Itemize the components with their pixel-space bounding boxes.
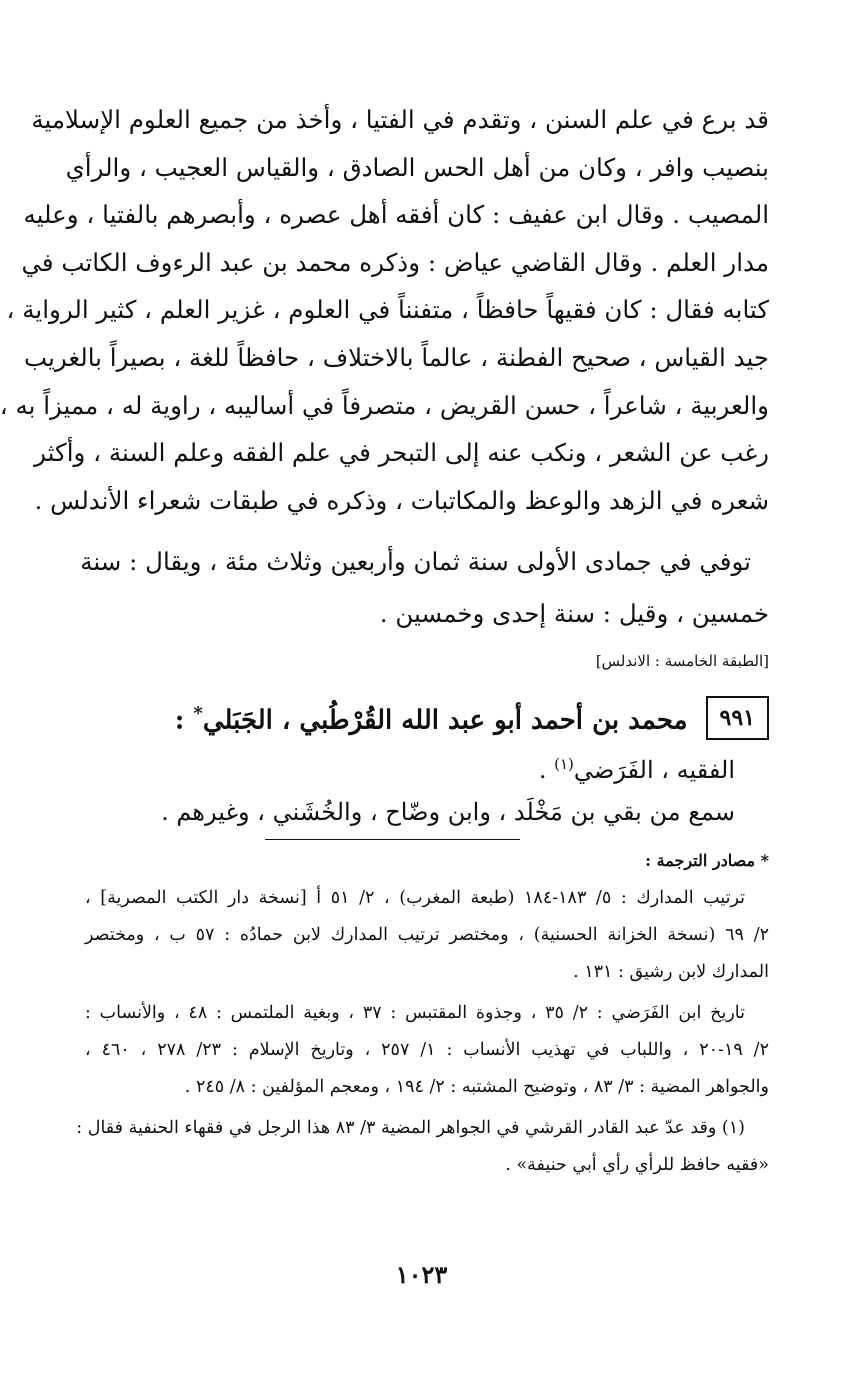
body-line: كتابه فقال : كان فقيهاً حافظاً ، متفنناً في العلوم ، غزير العلم ، كثير الرواية ، xyxy=(6,295,769,325)
body-line: قد برع في علم السنن ، وتقدم في الفتيا ، وأخذ من جميع العلوم الإسلامية xyxy=(31,105,769,134)
entry-heading xyxy=(85,692,769,743)
book-page xyxy=(0,96,769,1184)
entry-title xyxy=(175,692,688,743)
entry-description xyxy=(85,743,769,791)
entry-description-end: . xyxy=(538,756,547,784)
source-line: تاريخ ابن الفَرَضي : ٢/ ٣٥ ، وجذوة المقتبس : ٣٧ ، وبغية الملتمس : ٤٨ ، والأنساب : xyxy=(85,1003,746,1023)
biography-body xyxy=(0,96,769,524)
source-line: المدارك لابن رشيق : ١٣١ . xyxy=(573,962,769,982)
page-number: ١٠٢٣ xyxy=(395,1260,448,1289)
footnote-separator xyxy=(265,839,520,840)
footnote-ref: (١) xyxy=(554,755,574,773)
body-line: شعره في الزهد والوعظ والمكاتبات ، وذكره في طبقات شعراء الأندلس . xyxy=(34,485,769,515)
footnote-separator-wrap xyxy=(265,839,769,840)
body-line: جيد القياس ، صحيح الفطنة ، عالماً بالاختلاف ، حافظاً للغة ، بصيراً بالغريب xyxy=(24,342,769,372)
source-marker: * xyxy=(193,703,203,725)
footnote-line: «فقيه حافظ للرأي رأي أبي حنيفة» . xyxy=(505,1155,769,1175)
footnote-line: (١) وقد عدّ عبد القادر القرشي في الجواهر المضية ٣/ ٨٣ هذا الرجل في فقهاء الحنفية فقال : xyxy=(76,1118,745,1138)
source-line: ترتيب المدارك : ٥/ ١٨٣-١٨٤ (طبعة المغرب) ، ٢/ ٥١ أ [نسخة دار الكتب المصرية] ، xyxy=(85,888,746,908)
source-line: والجواهر المضية : ٣/ ٨٣ ، وتوضيح المشتبه : ٢/ ١٩٤ ، ومعجم المؤلفين : ٨/ ٢٤٥ . xyxy=(184,1077,769,1097)
footnote xyxy=(76,1110,769,1184)
death-line: توفي في جمادى الأولى سنة ثمان وأربعين وثلاث مئة ، ويقال : سنة xyxy=(80,547,751,577)
body-line: رغب عن الشعر ، ونكب عنه إلى التبحر في علم الفقه وعلم السنة ، وأكثر xyxy=(34,438,769,468)
body-line: مدار العلم . وقال القاضي عياض : وذكره محمد بن عبد الرءوف الكاتب في xyxy=(21,247,769,277)
body-line: بنصيب وافر ، وكان من أهل الحس الصادق ، والقياس العجيب ، والرأي xyxy=(65,152,769,182)
body-line: والعربية ، شاعراً ، حسن القريض ، متصرفاً في أساليبه ، راوية له ، مميزاً به ، xyxy=(0,390,769,420)
section-tag: [الطبقة الخامسة : الاندلس] xyxy=(595,652,769,671)
entry-description-text: الفقيه ، الفَرَضي xyxy=(573,756,735,784)
death-line: خمسين ، وقيل : سنة إحدى وخمسين . xyxy=(379,599,769,629)
source-line: ٢/ ٦٩ (نسخة الخزانة الحسنية) ، ومختصر ترتيب المدارك لابن حمادُه : ٥٧ ب ، ومختصر xyxy=(85,925,769,945)
entry-title-text: محمد بن أحمد أبو عبد الله القُرْطُبي ، الجَبَلي xyxy=(202,706,688,736)
source-line: ٢/ ١٩-٢٠ ، واللباب في تهذيب الأنساب : ١/ ٢٥٧ ، وتاريخ الإسلام : ٢٣/ ٢٧٨ ، ٤٦٠ ، xyxy=(85,1040,769,1060)
entry-number: ٩٩١ xyxy=(706,696,769,740)
death-paragraph xyxy=(80,536,769,640)
body-line: المصيب . وقال ابن عفيف : كان أفقه أهل عصره ، وأبصرهم بالفتيا ، وعليه xyxy=(23,200,769,230)
sources-block xyxy=(85,995,769,1106)
entry-title-colon: : xyxy=(174,706,185,736)
entry-teachers: سمع من بقي بن مَخْلَد ، وابن وضّاح ، والخُشَني ، وغيرهم . xyxy=(161,798,735,826)
sources-block xyxy=(85,880,769,991)
sources-title: * مصادر الترجمة : xyxy=(645,851,769,870)
